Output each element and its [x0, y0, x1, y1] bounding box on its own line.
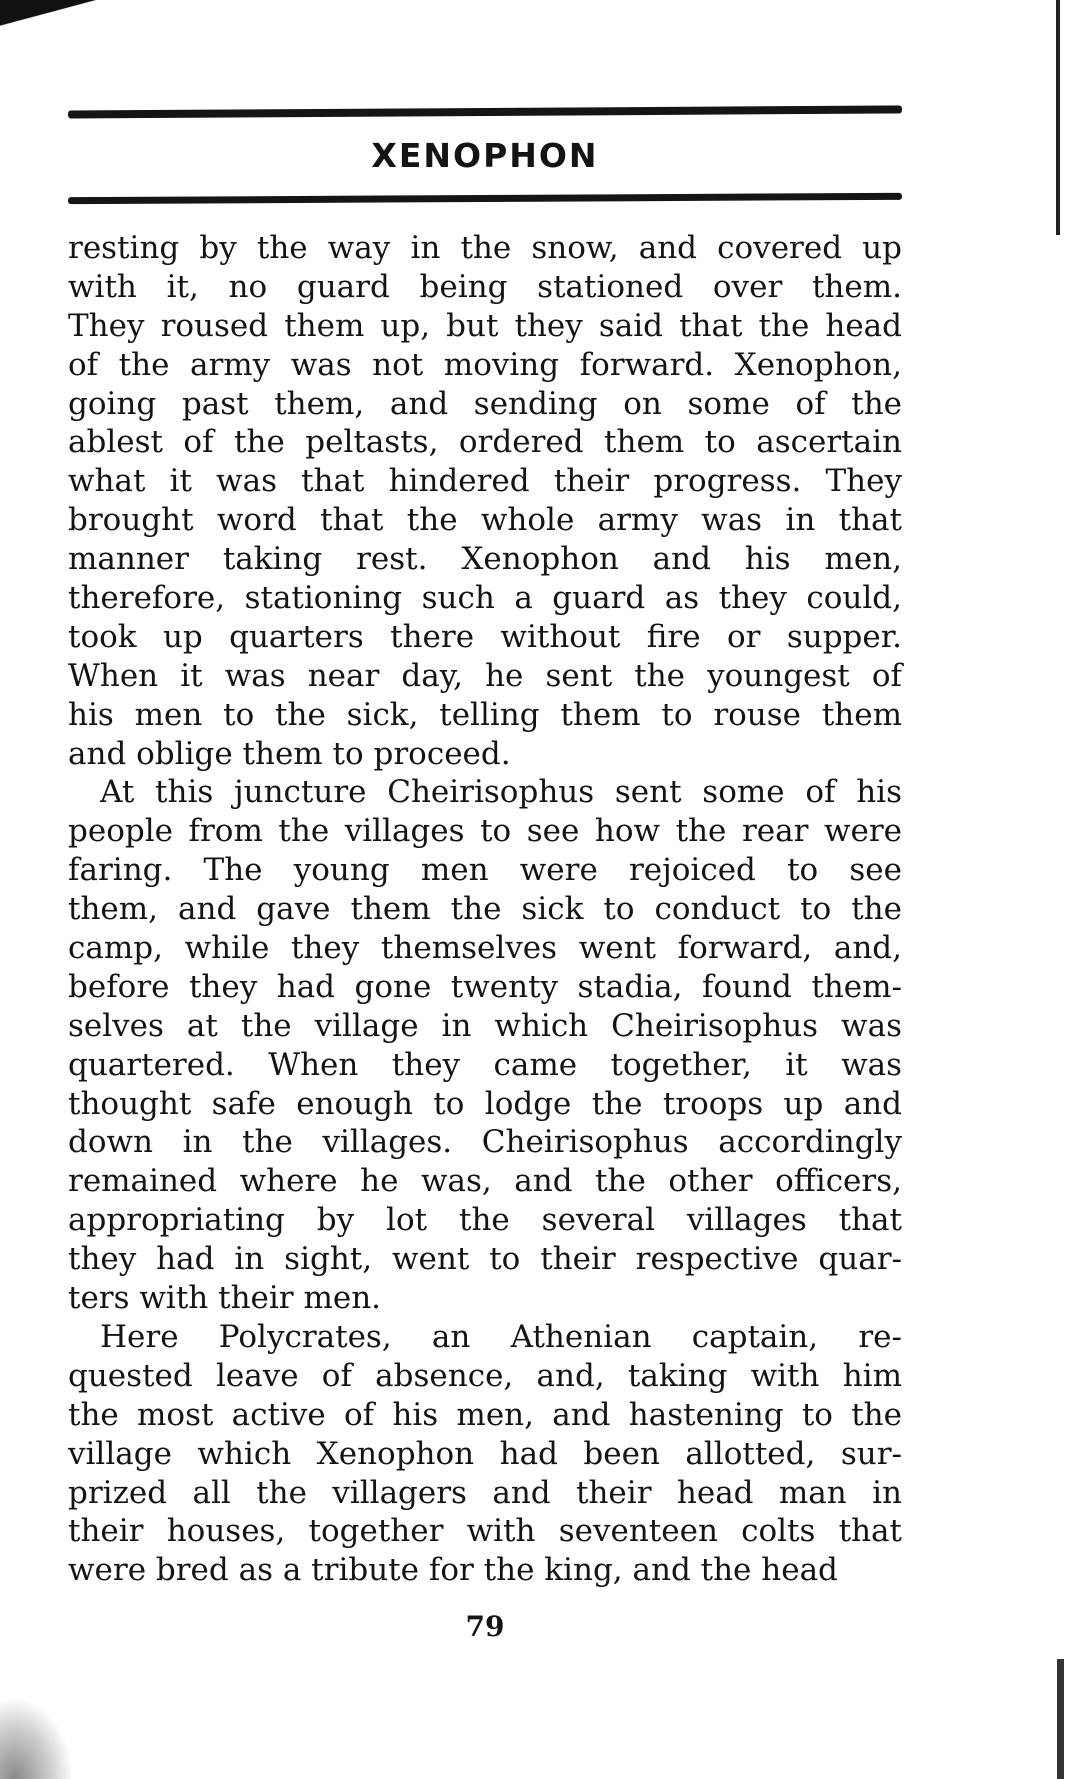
text-line: them, and gave them the sick to conduct to the [68, 891, 902, 928]
text-line: village which Xenophon had been allotted, sur- [68, 1435, 902, 1472]
text-line: the most active of his men, and hastening to the [68, 1396, 902, 1433]
text-line: selves at the village in which Cheirisophus was [68, 1007, 902, 1044]
text-line: quartered. When they came together, it was [68, 1046, 902, 1083]
text-line: At this juncture Cheirisophus sent some of his [100, 774, 902, 811]
page-number: 79 [465, 1610, 505, 1643]
text-line: were bred as a tribute for the king, and the head [68, 1552, 838, 1589]
body-text [68, 229, 902, 1590]
text-line: going past them, and sending on some of the [68, 385, 902, 422]
text-line: down in the villages. Cheirisophus accordingly [68, 1124, 902, 1161]
text-line: before they had gone twenty stadia, found them- [68, 968, 902, 1005]
text-line: camp, while they themselves went forward, and, [68, 930, 902, 967]
page-edge-mark-bottom [1057, 1659, 1064, 1779]
text-line: people from the villages to see how the rear were [68, 813, 902, 850]
text-line: of the army was not moving forward. Xenophon, [68, 346, 902, 383]
text-line: ters with their men. [68, 1280, 382, 1317]
header-rule-top [68, 105, 902, 118]
text-line: took up quarters there without fire or supper. [68, 618, 902, 655]
header-rule-bottom [68, 193, 902, 204]
text-line: thought safe enough to lodge the troops up and [68, 1085, 902, 1122]
running-title: XENOPHON [371, 136, 599, 175]
scan-smudge [0, 1699, 72, 1779]
text-line: Here Polycrates, an Athenian captain, re- [100, 1318, 902, 1355]
text-line: with it, no guard being stationed over them. [68, 268, 902, 305]
scan-edge-shadow [0, 0, 150, 50]
text-line: his men to the sick, telling them to rouse them [68, 696, 902, 733]
text-line: prized all the villagers and their head man in [68, 1474, 902, 1511]
paragraph [68, 229, 902, 773]
text-line: faring. The young men were rejoiced to see [68, 852, 902, 889]
paragraph [68, 773, 902, 1317]
text-line: They roused them up, but they said that the head [68, 307, 902, 344]
paragraph [68, 1318, 902, 1590]
text-line: quested leave of absence, and, taking with him [68, 1357, 902, 1394]
text-line: they had in sight, went to their respective quar- [68, 1241, 902, 1278]
text-line: ablest of the peltasts, ordered them to ascertain [68, 424, 902, 461]
text-line: brought word that the whole army was in that [68, 502, 902, 539]
text-line: their houses, together with seventeen colts that [68, 1513, 902, 1550]
text-line: therefore, stationing such a guard as they could, [68, 580, 902, 617]
page-edge-mark [1056, 0, 1060, 235]
text-line: manner taking rest. Xenophon and his men, [68, 541, 902, 578]
text-line: resting by the way in the snow, and covered up [68, 230, 902, 266]
text-line: remained where he was, and the other officers, [68, 1163, 902, 1200]
text-line: When it was near day, he sent the youngest of [68, 657, 902, 694]
text-line: what it was that hindered their progress. They [68, 463, 902, 500]
text-line: and oblige them to proceed. [68, 735, 511, 772]
text-line: appropriating by lot the several villages that [68, 1202, 902, 1239]
